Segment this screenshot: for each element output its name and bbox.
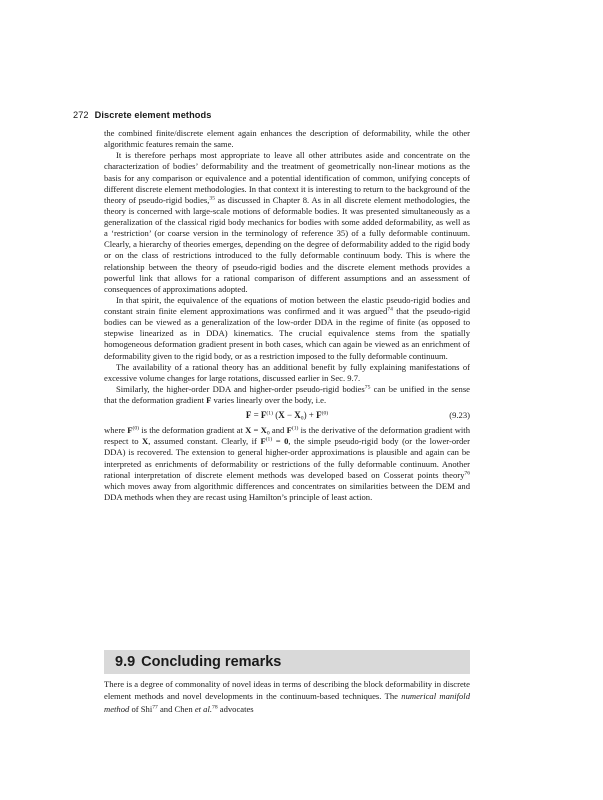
paragraph-3: In that spirit, the equivalence of the equations of motion between the elastic pseudo-rigid bodies and constant strain finite element approximations was confirmed and it was argued$^{74}$ that the pseudo-rigid bodies can be viewed as a generalization of the low-order DDA in the regime of finite (as opposed to stepwise linearized as in DDA) kinematics. The crucial equivalence stems from the spatially homogeneous deformation gradient present in both cases, which can again be viewed as an enrichment of deformability given to the rigid body, or as a restriction imposed to the fully deformable continuum. — [104, 294, 470, 361]
running-header — [73, 110, 211, 120]
equation-formula: $F = F^{(1)}$ $(X - X_0) + F^{(0)}$ — [245, 410, 329, 422]
citation-77: 77 — [152, 704, 158, 711]
citation-78: 78 — [212, 704, 218, 711]
paragraph-7: There is a degree of commonality of novel ideas in terms of describing the block deformability in discrete element methods and novel developments in the continuum-based techniques. The numerical manifold method of Shi$^{77}$ and Chen et al.$^{78}$ advocates — [104, 679, 470, 714]
section-number: 9.9 — [115, 654, 136, 670]
citation-35: 35 — [209, 195, 215, 202]
equation-number: (9.23) — [449, 410, 470, 421]
italic-term: numerical manifold method — [104, 691, 470, 714]
main-text — [104, 128, 470, 503]
citation-75: 75 — [364, 384, 371, 391]
paragraph-2: It is therefore perhaps most appropriate to leave all other attributes aside and concentrate on the characterization of bodies’ deformability and the treatment of geometrically non-linear motions as the basis for any comparison or equivalence and a potential identification of common, unifying concepts of different discrete element methodologies. In that context it is interesting to return to the background of the theory of pseudo-rigid bodies,$^{35}$ as discussed in Chapter 8. As in all discrete element methodologies, the theory is concerned with large-scale motions of deformable bodies. It was presented simultaneously as a generalization of the classical rigid body mechanics for bodies with some added deformability, as well as a ‘restriction’ (or coarse version in the terminology of reference 35) of a fully deformable continuum. Clearly, a hierarchy of theories emerges, depending on the degree of deformability added to the rigid body or on the class of restrictions introduced to the fully deformable continuum body. This is where the relationship between the theory of pseudo-rigid bodies and the discrete element methods provides a powerful link that allows for a rational comparison of different assumptions and an assessment of consequences of approximations adopted. — [104, 150, 470, 294]
running-title: Discrete element methods — [94, 110, 212, 120]
section-heading — [104, 650, 470, 674]
page-number: 272 — [73, 110, 89, 120]
equation-9-23 — [104, 406, 470, 425]
citation-76: 76 — [464, 470, 470, 477]
paragraph-1: the combined finite/discrete element again enhances the description of deformability, while the other algorithmic features remain the same. — [104, 128, 470, 150]
concluding-text — [104, 678, 470, 715]
paragraph-5: Similarly, the higher-order DDA and higher-order pseudo-rigid bodies$^{75}$ can be unified in the sense that the deformation gradient F varies linearly over the body, i.e. — [104, 383, 470, 405]
paragraph-6: where $F^{(0)}$ is the deformation gradient at $X = X_0$ and $F^{(1)}$ is the derivative of the deformation gradient with respect to X, assumed constant. Clearly, if $F^{(1)} = 0$, the simple pseudo-rigid body (or the lower-order DDA) is recovered. The extension to general higher-order approximations is plausible and again can be interpreted as enrichments of deformability or restrictions of the fully deformable continuum. Another rational interpretation of discrete element methods was developed based on Cosserat points theory$^{76}$ which moves away from algorithmic differences and concentrates on similarities between the DEM and DDA methods when they are recast using Hamilton’s principle of least action. — [104, 425, 470, 502]
section-title: Concluding remarks — [141, 654, 282, 670]
citation-74: 74 — [387, 306, 393, 313]
paragraph-4: The availability of a rational theory has an additional benefit by fully explaining manifestations of excessive volume changes for large rotations, discussed earlier in Sec. 9.7. — [104, 361, 470, 383]
